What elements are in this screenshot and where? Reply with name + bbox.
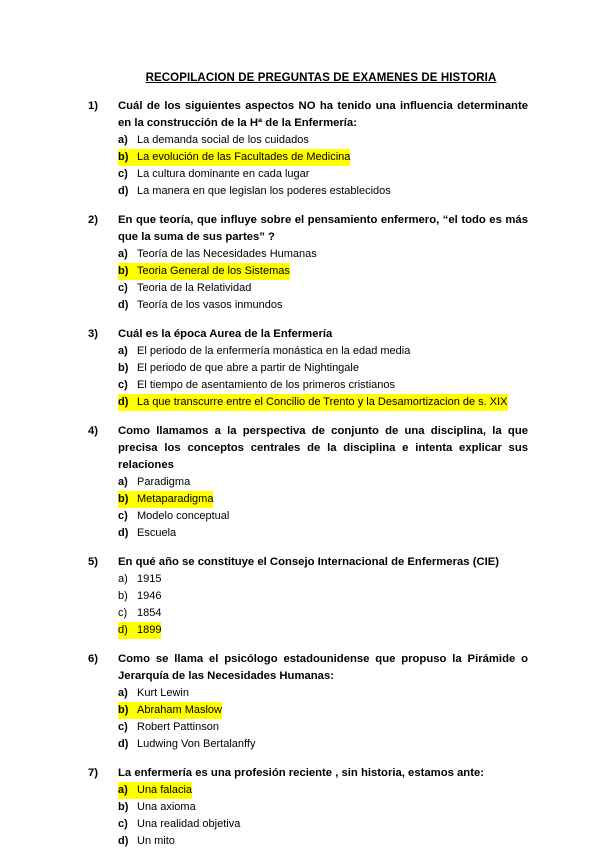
answer-option-highlighted xyxy=(88,149,528,166)
answer-option xyxy=(88,719,528,736)
option-text: Teoria de la Relatividad xyxy=(137,282,252,294)
option-text: La cultura dominante en cada lugar xyxy=(137,168,310,180)
option-letter: b) xyxy=(118,362,129,374)
option-letter: d) xyxy=(118,622,137,639)
answer-option xyxy=(88,525,528,542)
option-text: Una axioma xyxy=(137,801,196,813)
option-text: Escuela xyxy=(137,527,177,539)
answer-option xyxy=(88,799,528,816)
answer-options xyxy=(88,571,528,639)
option-letter: d) xyxy=(118,394,137,411)
question-text: Como se llama el psicólogo estadounidense que propuso la Pirámide o Jerarquía de las Necesidades Humanas: xyxy=(118,653,528,682)
option-letter: c) xyxy=(118,379,128,391)
answer-options xyxy=(88,246,528,314)
page-title: RECOPILACION DE PREGUNTAS DE EXAMENES DE HISTORIA xyxy=(145,72,497,84)
question-header xyxy=(88,423,528,474)
option-letter: a) xyxy=(118,248,128,260)
answer-option xyxy=(88,605,528,622)
answer-option xyxy=(88,474,528,491)
option-letter: d) xyxy=(118,738,129,750)
option-letter: b) xyxy=(118,263,137,280)
option-text: Robert Pattinson xyxy=(137,721,219,733)
answer-option-highlighted xyxy=(88,782,528,799)
option-letter: b) xyxy=(118,149,137,166)
option-letter: a) xyxy=(118,476,128,488)
option-text: 1915 xyxy=(137,573,162,585)
answer-option-highlighted xyxy=(88,491,528,508)
option-text: La manera en que legislan los poderes establecidos xyxy=(137,185,391,197)
question-1 xyxy=(88,98,528,200)
question-list xyxy=(88,98,528,850)
question-header xyxy=(88,554,528,571)
question-number: 6) xyxy=(88,653,99,665)
option-letter: b) xyxy=(118,491,137,508)
question-number: 3) xyxy=(88,328,99,340)
question-6 xyxy=(88,651,528,753)
question-header xyxy=(88,326,528,343)
answer-option xyxy=(88,166,528,183)
question-4 xyxy=(88,423,528,542)
option-text: Abraham Maslow xyxy=(137,702,222,719)
answer-option xyxy=(88,736,528,753)
option-letter: d) xyxy=(118,185,129,197)
option-letter: c) xyxy=(118,510,128,522)
option-letter: c) xyxy=(118,607,128,619)
question-text: En qué año se constituye el Consejo Internacional de Enfermeras (CIE) xyxy=(118,556,500,568)
option-text: Un mito xyxy=(137,835,175,847)
option-text: Modelo conceptual xyxy=(137,510,230,522)
question-text: Cuál de los siguientes aspectos NO ha tenido una influencia determinante en la construcción de la Hª de la Enfermería: xyxy=(118,100,528,129)
option-letter: c) xyxy=(118,818,128,830)
option-letter: a) xyxy=(118,345,128,357)
answer-option-highlighted xyxy=(88,702,528,719)
question-header xyxy=(88,765,528,782)
answer-options xyxy=(88,343,528,411)
answer-option-highlighted xyxy=(88,394,528,411)
option-letter: a) xyxy=(118,687,128,699)
question-number: 7) xyxy=(88,767,99,779)
option-letter: a) xyxy=(118,782,137,799)
question-number: 1) xyxy=(88,100,99,112)
answer-option xyxy=(88,246,528,263)
question-5 xyxy=(88,554,528,639)
answer-option xyxy=(88,588,528,605)
question-number: 2) xyxy=(88,214,99,226)
option-text: Kurt Lewin xyxy=(137,687,189,699)
answer-option xyxy=(88,343,528,360)
answer-options xyxy=(88,132,528,200)
answer-option-highlighted xyxy=(88,263,528,280)
option-text: Teoria General de los Sistemas xyxy=(137,263,290,280)
option-letter: b) xyxy=(118,590,128,602)
option-text: Teoría de los vasos inmundos xyxy=(137,299,283,311)
question-header xyxy=(88,98,528,132)
option-letter: d) xyxy=(118,527,129,539)
option-text: 1899 xyxy=(137,622,161,639)
option-text: Metaparadigma xyxy=(137,491,213,508)
option-text: La evolución de las Facultades de Medicina xyxy=(137,149,350,166)
answer-option xyxy=(88,360,528,377)
option-letter: c) xyxy=(118,168,128,180)
option-text: Una falacia xyxy=(137,782,192,799)
answer-option xyxy=(88,280,528,297)
answer-option xyxy=(88,685,528,702)
option-text: El periodo de que abre a partir de Nightingale xyxy=(137,362,359,374)
option-text: El tiempo de asentamiento de los primeros cristianos xyxy=(137,379,396,391)
option-letter: b) xyxy=(118,702,137,719)
option-letter: c) xyxy=(118,721,128,733)
answer-option xyxy=(88,297,528,314)
answer-option xyxy=(88,816,528,833)
question-text: Como llamamos a la perspectiva de conjunto de una disciplina, la que precisa los conceptos centrales de la disciplina e intenta explicar sus relaciones xyxy=(118,425,528,471)
question-2 xyxy=(88,212,528,314)
question-3 xyxy=(88,326,528,411)
option-letter: b) xyxy=(118,801,129,813)
option-text: La demanda social de los cuidados xyxy=(137,134,309,146)
option-text: El periodo de la enfermería monástica en la edad media xyxy=(137,345,411,357)
answer-option xyxy=(88,508,528,525)
question-number: 4) xyxy=(88,425,99,437)
option-letter: a) xyxy=(118,134,128,146)
option-text: 1946 xyxy=(137,590,162,602)
answer-option xyxy=(88,183,528,200)
answer-options xyxy=(88,474,528,542)
option-text: Una realidad objetiva xyxy=(137,818,241,830)
answer-option-highlighted xyxy=(88,622,528,639)
option-text: 1854 xyxy=(137,607,162,619)
question-text: Cuál es la época Aurea de la Enfermería xyxy=(118,328,333,340)
answer-option xyxy=(88,377,528,394)
question-header xyxy=(88,212,528,246)
question-number: 5) xyxy=(88,556,99,568)
answer-option xyxy=(88,833,528,850)
question-header xyxy=(88,651,528,685)
option-text: Paradigma xyxy=(137,476,191,488)
option-text: Ludwing Von Bertalanffy xyxy=(137,738,256,750)
option-letter: d) xyxy=(118,835,129,847)
option-text: La que transcurre entre el Concilio de Trento y la Desamortizacion de s. XIX xyxy=(137,394,508,411)
option-letter: a) xyxy=(118,573,128,585)
answer-option xyxy=(88,132,528,149)
answer-option xyxy=(88,571,528,588)
answer-options xyxy=(88,782,528,850)
option-letter: d) xyxy=(118,299,129,311)
question-text: En que teoría, que influye sobre el pensamiento enfermero, “el todo es más que la suma de sus partes” ? xyxy=(118,214,528,243)
question-text: La enfermería es una profesión reciente , sin historia, estamos ante: xyxy=(118,767,485,779)
option-text: Teoría de las Necesidades Humanas xyxy=(137,248,317,260)
answer-options xyxy=(88,685,528,753)
question-7 xyxy=(88,765,528,850)
option-letter: c) xyxy=(118,282,128,294)
